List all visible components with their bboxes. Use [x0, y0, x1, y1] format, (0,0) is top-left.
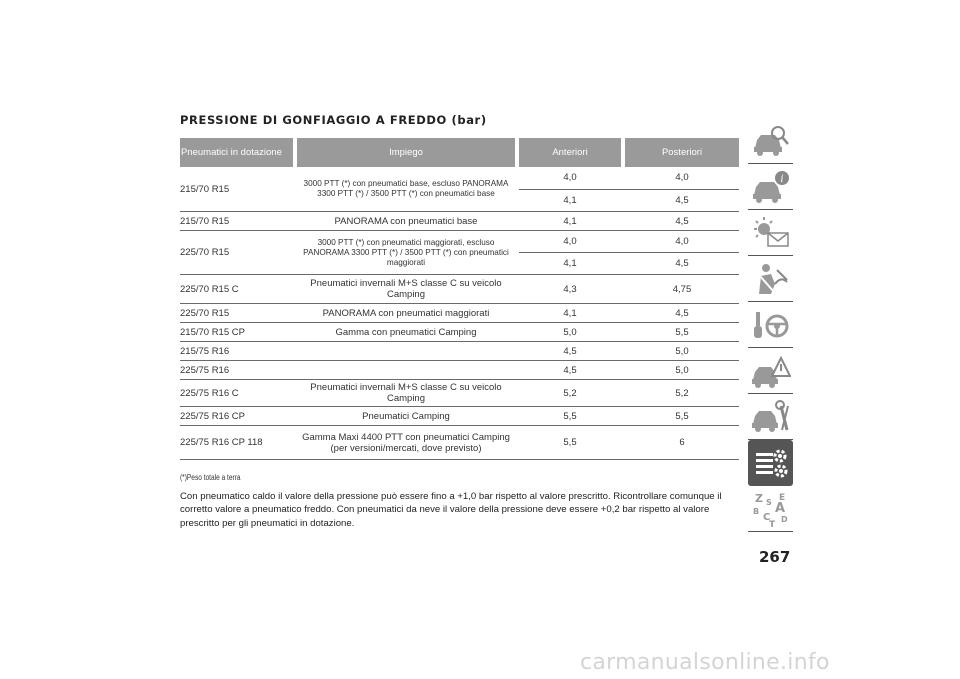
cell-tyre: 215/70 R15 [180, 215, 230, 227]
value-row [519, 189, 739, 212]
cell-front-pressure: 5,5 [563, 437, 577, 448]
page-title: PRESSIONE DI GONFIAGGIO A FREDDO (bar) [180, 113, 487, 127]
tab-warning-lights[interactable] [748, 210, 793, 256]
tab-technical-data[interactable] [748, 440, 793, 486]
cell-use: Gamma con pneumatici Camping [335, 326, 477, 338]
value-row [519, 361, 739, 379]
cell-values [519, 323, 739, 341]
cell-use: 3000 PTT (*) con pneumatici base, escluso PANORAMA 3300 PTT (*) / 3500 PTT (*) con pneumatici base [303, 179, 509, 198]
tab-emergency[interactable] [748, 348, 793, 394]
svg-text:A: A [774, 500, 785, 516]
tab-starting-driving[interactable] [748, 302, 793, 348]
cell-front-pressure: 4,0 [563, 236, 577, 247]
cell-front-pressure: 4,1 [563, 307, 577, 319]
svg-text:S: S [765, 497, 772, 507]
value-row [519, 212, 739, 230]
svg-text:T: T [768, 519, 775, 528]
value-row [519, 342, 739, 360]
cell-front-pressure: 4,1 [563, 258, 577, 269]
cell-use [297, 361, 515, 379]
cell-values [519, 361, 739, 379]
cell-rear-pressure: 5,5 [675, 326, 689, 338]
alphabetical-index-icon [751, 490, 791, 528]
table-row [180, 426, 739, 460]
cell-rear-pressure: 4,75 [672, 283, 692, 295]
cell-rear-pressure: 4,0 [675, 236, 689, 247]
tab-maintenance[interactable] [748, 394, 793, 440]
cell-tyre: 225/75 R16 CP [180, 410, 245, 422]
svg-text:B: B [752, 506, 759, 516]
cell-front-pressure: 4,5 [563, 345, 577, 357]
cell-tyre: 215/70 R15 [180, 183, 230, 195]
tab-car-search[interactable] [748, 118, 793, 164]
cell-rear-pressure: 5,5 [675, 410, 689, 422]
cell-use: Pneumatici invernali M+S classe C su veicolo Camping [310, 278, 502, 300]
cell-use: PANORAMA con pneumatici base [334, 215, 478, 227]
cell-front-pressure: 4,3 [563, 283, 577, 295]
cell-front-pressure: 4,0 [563, 172, 577, 184]
table-row [180, 275, 739, 304]
cell-use: PANORAMA con pneumatici maggiorati [322, 307, 490, 319]
cell-rear-pressure: 4,5 [675, 307, 689, 319]
cell-front-pressure: 5,2 [563, 387, 577, 399]
svg-text:Z: Z [754, 491, 763, 505]
footnote: (*)Peso totale a terra [180, 473, 241, 482]
technical-data-gear-icon [751, 444, 791, 482]
cell-values [519, 212, 739, 230]
car-breakdown-warning-icon [751, 352, 791, 390]
chapter-tabs [748, 118, 793, 532]
tab-car-info[interactable] [748, 164, 793, 210]
value-row [519, 304, 739, 322]
cell-tyre: 225/75 R16 CP 118 [180, 437, 263, 448]
table-header [180, 138, 739, 167]
cell-use [297, 342, 515, 360]
cell-tyre: 225/70 R15 [180, 247, 230, 258]
cell-values [519, 275, 739, 303]
table-row [180, 380, 739, 407]
svg-text:E: E [778, 492, 785, 503]
seatbelt-airbag-icon [751, 260, 791, 298]
key-steering-wheel-icon [751, 306, 791, 344]
cell-values [519, 231, 739, 274]
cell-values [519, 380, 739, 406]
header-tyres: Pneumatici in dotazione [180, 138, 293, 167]
header-use: Impiego [297, 138, 515, 167]
car-service-wrench-icon [751, 398, 791, 436]
svg-text:i: i [779, 173, 784, 185]
cell-values [519, 407, 739, 425]
svg-text:D: D [780, 514, 788, 524]
watermark-text: carmanualsonline.info [580, 650, 830, 675]
value-row [519, 407, 739, 425]
table-row [180, 167, 739, 212]
header-rear: Posteriori [625, 138, 739, 167]
cell-front-pressure: 4,5 [563, 364, 577, 376]
cell-values [519, 342, 739, 360]
cell-rear-pressure: 6 [679, 437, 685, 448]
table-row [180, 407, 739, 426]
table-row [180, 212, 739, 231]
cell-use: Gamma Maxi 4400 PTT con pneumatici Camping (per versioni/mercati, dove previsto) [302, 431, 510, 454]
warning-light-message-icon [751, 214, 791, 252]
table-row [180, 323, 739, 342]
value-row [519, 275, 739, 303]
cell-tyre: 225/70 R15 C [180, 283, 239, 295]
cell-front-pressure: 5,5 [563, 410, 577, 422]
cell-front-pressure: 4,1 [563, 215, 577, 227]
value-row [519, 426, 739, 459]
cell-rear-pressure: 5,2 [675, 387, 689, 399]
cell-tyre: 215/75 R16 [180, 345, 230, 357]
value-row [519, 252, 739, 274]
table-row [180, 342, 739, 361]
cell-values [519, 167, 739, 211]
tab-index[interactable] [748, 486, 793, 532]
cell-use: Pneumatici invernali M+S classe C su veicolo Camping [310, 382, 502, 404]
cell-rear-pressure: 5,0 [675, 364, 689, 376]
table-row [180, 304, 739, 323]
cell-rear-pressure: 4,5 [675, 194, 689, 206]
value-row [519, 380, 739, 406]
value-row [519, 167, 739, 189]
cell-rear-pressure: 4,5 [675, 215, 689, 227]
car-info-icon [751, 168, 791, 206]
cell-values [519, 304, 739, 322]
cell-tyre: 225/75 R16 C [180, 387, 239, 399]
cell-tyre: 215/70 R15 CP [180, 326, 245, 338]
body-paragraph: Con pneumatico caldo il valore della pressione può essere fino a +1,0 bar rispetto al valore prescritto. Ricontrollare comunque il corretto valore a pneumatico freddo. Con pneumatici da neve il valore della pressione deve essere +0,2 bar rispetto al valore prescritto per gli pneumatici in dotazione. [180, 491, 722, 529]
cell-rear-pressure: 4,0 [675, 172, 689, 184]
cell-front-pressure: 5,0 [563, 326, 577, 338]
header-front: Anteriori [519, 138, 621, 167]
tab-safety[interactable] [748, 256, 793, 302]
cell-rear-pressure: 4,5 [675, 258, 689, 269]
cell-tyre: 225/75 R16 [180, 364, 230, 376]
car-search-icon [751, 122, 791, 160]
cell-rear-pressure: 5,0 [675, 345, 689, 357]
cell-use: Pneumatici Camping [362, 410, 450, 422]
pressure-table [180, 138, 739, 460]
svg-text:C: C [762, 511, 770, 523]
table-row [180, 361, 739, 380]
cell-use: 3000 PTT (*) con pneumatici maggiorati, escluso PANORAMA 3300 PTT (*) / 3500 PTT (*) con pneumatici maggiorati [303, 237, 509, 267]
table-row [180, 231, 739, 275]
cell-front-pressure: 4,1 [563, 194, 577, 206]
value-row [519, 231, 739, 252]
cell-values [519, 426, 739, 459]
value-row [519, 323, 739, 341]
table-body [180, 167, 739, 460]
page-number: 267 [759, 548, 791, 566]
cell-tyre: 225/70 R15 [180, 307, 230, 319]
